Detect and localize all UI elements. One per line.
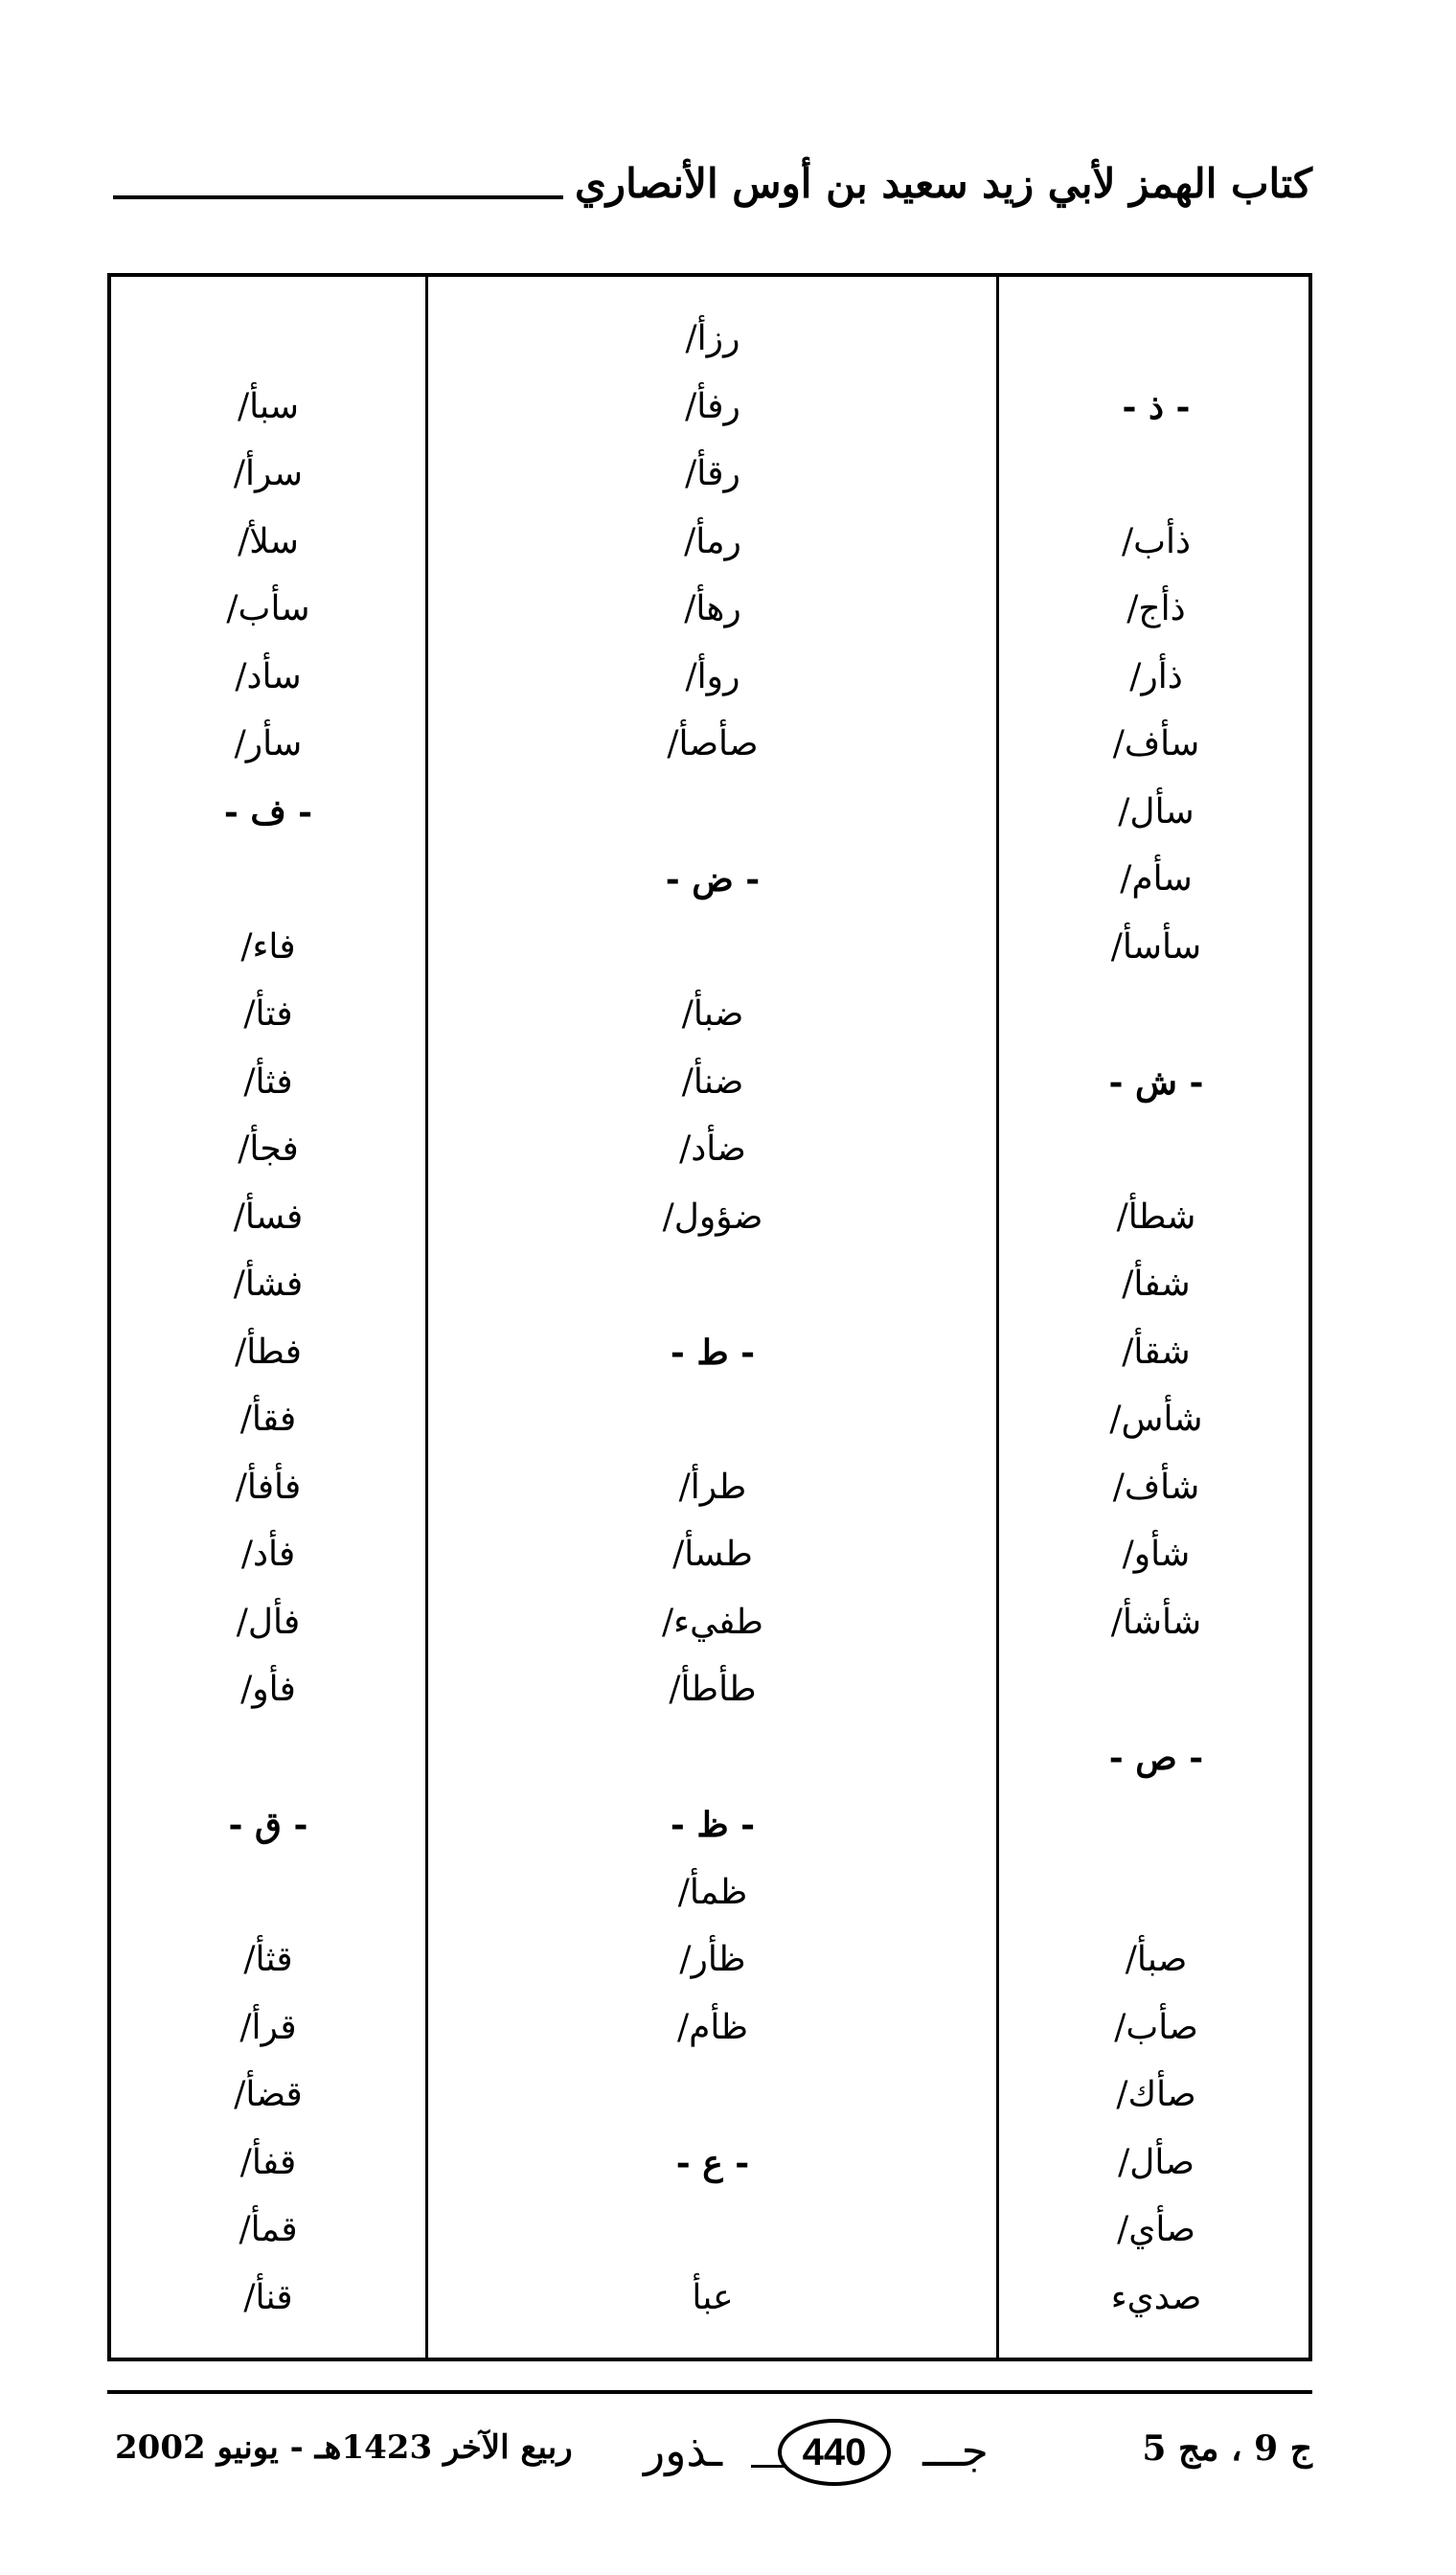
letter-heading: - ظ - [670, 1805, 756, 1845]
root-entry: فجأ/ [238, 1129, 299, 1169]
root-entry: صأب/ [1114, 2007, 1198, 2047]
root-entry: ذأب/ [1121, 521, 1192, 561]
letter-heading: - ص - [1108, 1737, 1204, 1778]
column-divider-left [425, 277, 428, 2358]
issue-date: ربيع الآخر 1423هـ - يونيو 2002 [115, 2428, 573, 2467]
page-header [113, 155, 1312, 213]
root-entry: رهأ/ [684, 589, 741, 628]
root-entry: فشأ/ [233, 1265, 304, 1304]
root-entry: صأي/ [1117, 2210, 1195, 2249]
root-entry: سأل/ [1118, 791, 1194, 832]
root-entry: فقأ/ [239, 1400, 297, 1439]
root-entry: عبأ [692, 2277, 734, 2317]
root-entry: ظأم/ [676, 2007, 749, 2047]
root-entry: فثأ/ [243, 1061, 293, 1102]
root-entry: شأو/ [1122, 1535, 1191, 1574]
root-entry: قفأ/ [239, 2142, 297, 2182]
root-entry: رزأ/ [685, 319, 740, 358]
root-entry: قنأ/ [243, 2277, 293, 2317]
root-entry: سأف/ [1112, 724, 1200, 763]
letter-heading: - ذ - [1122, 386, 1191, 427]
root-entry: سبأ/ [237, 386, 300, 426]
root-entry: ذأر/ [1129, 656, 1183, 696]
root-entry: سأم/ [1120, 859, 1193, 899]
root-entry: فتأ/ [243, 994, 293, 1034]
letter-heading: - ش - [1108, 1061, 1204, 1103]
root-entry: ظمأ/ [677, 1872, 748, 1912]
root-entry: فسأ/ [233, 1196, 304, 1237]
root-entry: طرأ/ [678, 1467, 747, 1507]
root-entry: ضأد/ [679, 1129, 746, 1169]
root-entry: طفيء/ [662, 1602, 763, 1642]
journal-name-start: جـــ [922, 2425, 989, 2476]
root-entry: ذأج/ [1126, 589, 1186, 628]
roots-table [107, 273, 1312, 2361]
root-entry: سأسأ/ [1110, 926, 1202, 967]
root-entry: صديء [1110, 2277, 1202, 2317]
column-divider-right [996, 277, 999, 2358]
journal-logo [644, 2411, 989, 2488]
root-entry: سأد/ [235, 656, 302, 696]
letter-heading: - ع - [675, 2142, 750, 2183]
root-entry: ضنأ/ [681, 1061, 744, 1102]
footer-rule [107, 2390, 1312, 2394]
letter-heading: - ف - [223, 791, 313, 832]
root-entry: صأك/ [1116, 2075, 1196, 2114]
root-entry: شقأ/ [1122, 1332, 1191, 1372]
root-entry: فطأ/ [235, 1332, 302, 1372]
root-entry: قثأ/ [243, 1940, 293, 1979]
root-entry: رقأ/ [685, 454, 740, 493]
page-footer [107, 2390, 1312, 2505]
journal-name-end: ـذور [644, 2425, 723, 2476]
root-entry: سأر/ [234, 724, 303, 763]
letter-heading: - ط - [670, 1332, 756, 1373]
root-entry: صأصأ/ [667, 724, 759, 763]
root-entry: رمأ/ [684, 521, 741, 561]
root-entry: شطأ/ [1116, 1196, 1196, 1237]
root-entry: ضبأ/ [681, 994, 744, 1034]
root-entry: فأل/ [236, 1602, 301, 1642]
letter-heading: - ض - [665, 859, 761, 900]
root-entry: شأس/ [1109, 1400, 1203, 1439]
root-entry: شأف/ [1112, 1467, 1200, 1507]
issue-label: ج 9 ، مج 5 [1142, 2428, 1312, 2469]
root-entry: صبأ/ [1125, 1940, 1188, 1979]
root-entry: طأطأ/ [669, 1670, 757, 1709]
root-entry: فأفأ/ [235, 1467, 302, 1507]
root-entry: طسأ/ [672, 1535, 753, 1574]
root-entry: شفأ/ [1122, 1265, 1191, 1304]
root-entry: فأو/ [240, 1670, 296, 1709]
root-entry: سرأ/ [233, 454, 304, 493]
root-entry: رفأ/ [685, 386, 740, 426]
root-entry: سلأ/ [238, 521, 299, 561]
book-title: كتاب الهمز لأبي زيد سعيد بن أوس الأنصاري [574, 160, 1312, 207]
root-entry: فاء/ [240, 926, 296, 967]
header-rule [113, 195, 563, 199]
root-entry: ظأر/ [679, 1940, 746, 1979]
root-entry: سأب/ [226, 589, 310, 628]
page-number: 440 [778, 2419, 891, 2486]
root-entry: قضأ/ [234, 2075, 303, 2114]
root-entry: قمأ/ [239, 2210, 298, 2249]
root-entry: روأ/ [685, 656, 740, 696]
letter-heading: - ق - [228, 1805, 308, 1845]
root-entry: صأل/ [1118, 2142, 1194, 2182]
root-entry: شأشأ/ [1110, 1602, 1202, 1642]
root-entry: قرأ/ [239, 2007, 297, 2047]
root-entry: فأد/ [240, 1535, 296, 1574]
root-entry: ضؤول/ [662, 1196, 763, 1237]
